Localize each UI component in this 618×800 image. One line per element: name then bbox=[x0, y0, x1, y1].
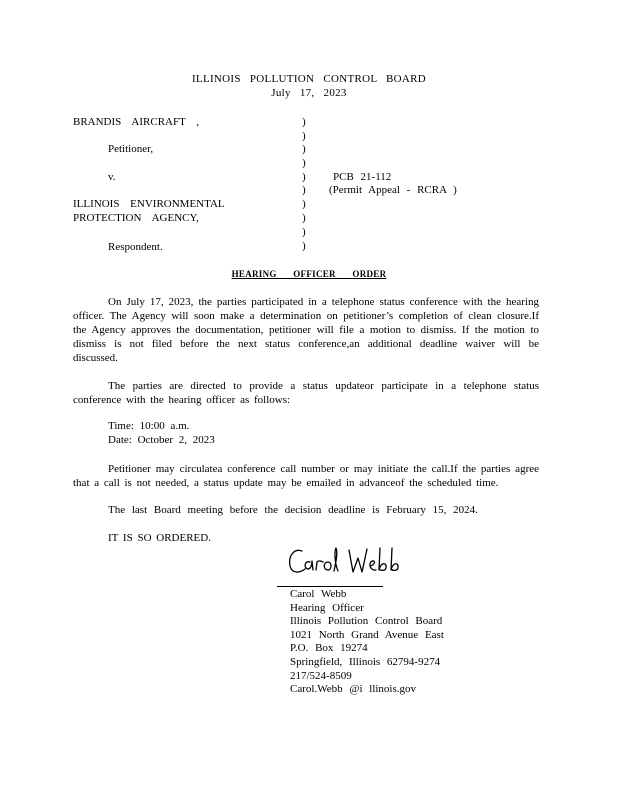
board-name: ILLINOIS POLLUTION CONTROL BOARD bbox=[191, 73, 427, 85]
caption-paren: ) bbox=[302, 212, 306, 224]
paragraph-2-text: The parties are directed to provide a status updateor participate in a telephone status conference with the hearing officer as follows: bbox=[73, 380, 539, 406]
handwritten-signature bbox=[286, 542, 416, 582]
respondent-role: Respondent. bbox=[108, 241, 163, 253]
caption-paren: ) bbox=[302, 226, 306, 238]
caption-paren: ) bbox=[302, 157, 306, 169]
signature-block bbox=[290, 588, 444, 697]
signer-name: Carol Webb bbox=[290, 588, 347, 600]
paragraph-3-text: Petitioner may circulatea conference call number or may initiate the call.If the parties agree that a call is not needed, a status update may be emailed in advanceof the scheduled time. bbox=[73, 463, 539, 489]
caption-paren: ) bbox=[302, 116, 306, 128]
order-title bbox=[0, 268, 618, 281]
order-title-text: HEARING OFFICER ORDER bbox=[231, 269, 387, 279]
petitioner-role: Petitioner, bbox=[108, 143, 154, 155]
signer-phone: 217/524-8509 bbox=[290, 669, 352, 682]
signer-city: Springfield, Illinois 62794-9274 bbox=[290, 655, 441, 668]
paragraph-1 bbox=[73, 295, 539, 365]
versus-label: v. bbox=[108, 171, 116, 183]
caption-paren: ) bbox=[302, 240, 306, 252]
so-ordered: IT IS SO ORDERED. bbox=[108, 532, 211, 544]
signer-organization: Illinois Pollution Control Board bbox=[290, 615, 443, 628]
signer-street: 1021 North Grand Avenue East bbox=[290, 628, 444, 641]
order-date: July 17, 2023 bbox=[271, 87, 347, 99]
respondent-name-line1: ILLINOIS ENVIRONMENTAL bbox=[73, 198, 225, 210]
paragraph-1-text: On July 17, 2023, the parties participated in a telephone status conference with the hearing officer. The Agency will soon make a determination on petitioner’s completion of clean closure.If the Agency approves the documentation, petitioner will file a motion to dismiss. If the motion to dismiss is not filed before the next status conference,an additional deadline waiver will be discussed. bbox=[73, 296, 539, 364]
petitioner-name: BRANDIS AIRCRAFT , bbox=[73, 116, 200, 128]
paragraph-4: The last Board meeting before the decision deadline is February 15, 2024. bbox=[108, 504, 478, 516]
respondent-name-line2: PROTECTION AGENCY, bbox=[73, 212, 199, 224]
conference-time: Time: 10:00 a.m. bbox=[108, 420, 190, 432]
signer-email: Carol.Webb @i llinois.gov bbox=[290, 683, 417, 696]
signer-po-box: P.O. Box 19274 bbox=[290, 642, 368, 655]
case-type: (Permit Appeal - RCRA ) bbox=[329, 184, 457, 196]
conference-date: Date: October 2, 2023 bbox=[108, 434, 215, 446]
case-number: PCB 21-112 bbox=[333, 171, 392, 183]
paragraph-2 bbox=[73, 379, 539, 407]
caption-paren: ) bbox=[302, 130, 306, 142]
signature-line bbox=[277, 586, 383, 587]
caption-paren: ) bbox=[302, 171, 306, 183]
caption-paren: ) bbox=[302, 184, 306, 196]
signer-title: Hearing Officer bbox=[290, 601, 364, 614]
caption-paren: ) bbox=[302, 143, 306, 155]
paragraph-3 bbox=[73, 462, 539, 490]
caption-paren: ) bbox=[302, 198, 306, 210]
